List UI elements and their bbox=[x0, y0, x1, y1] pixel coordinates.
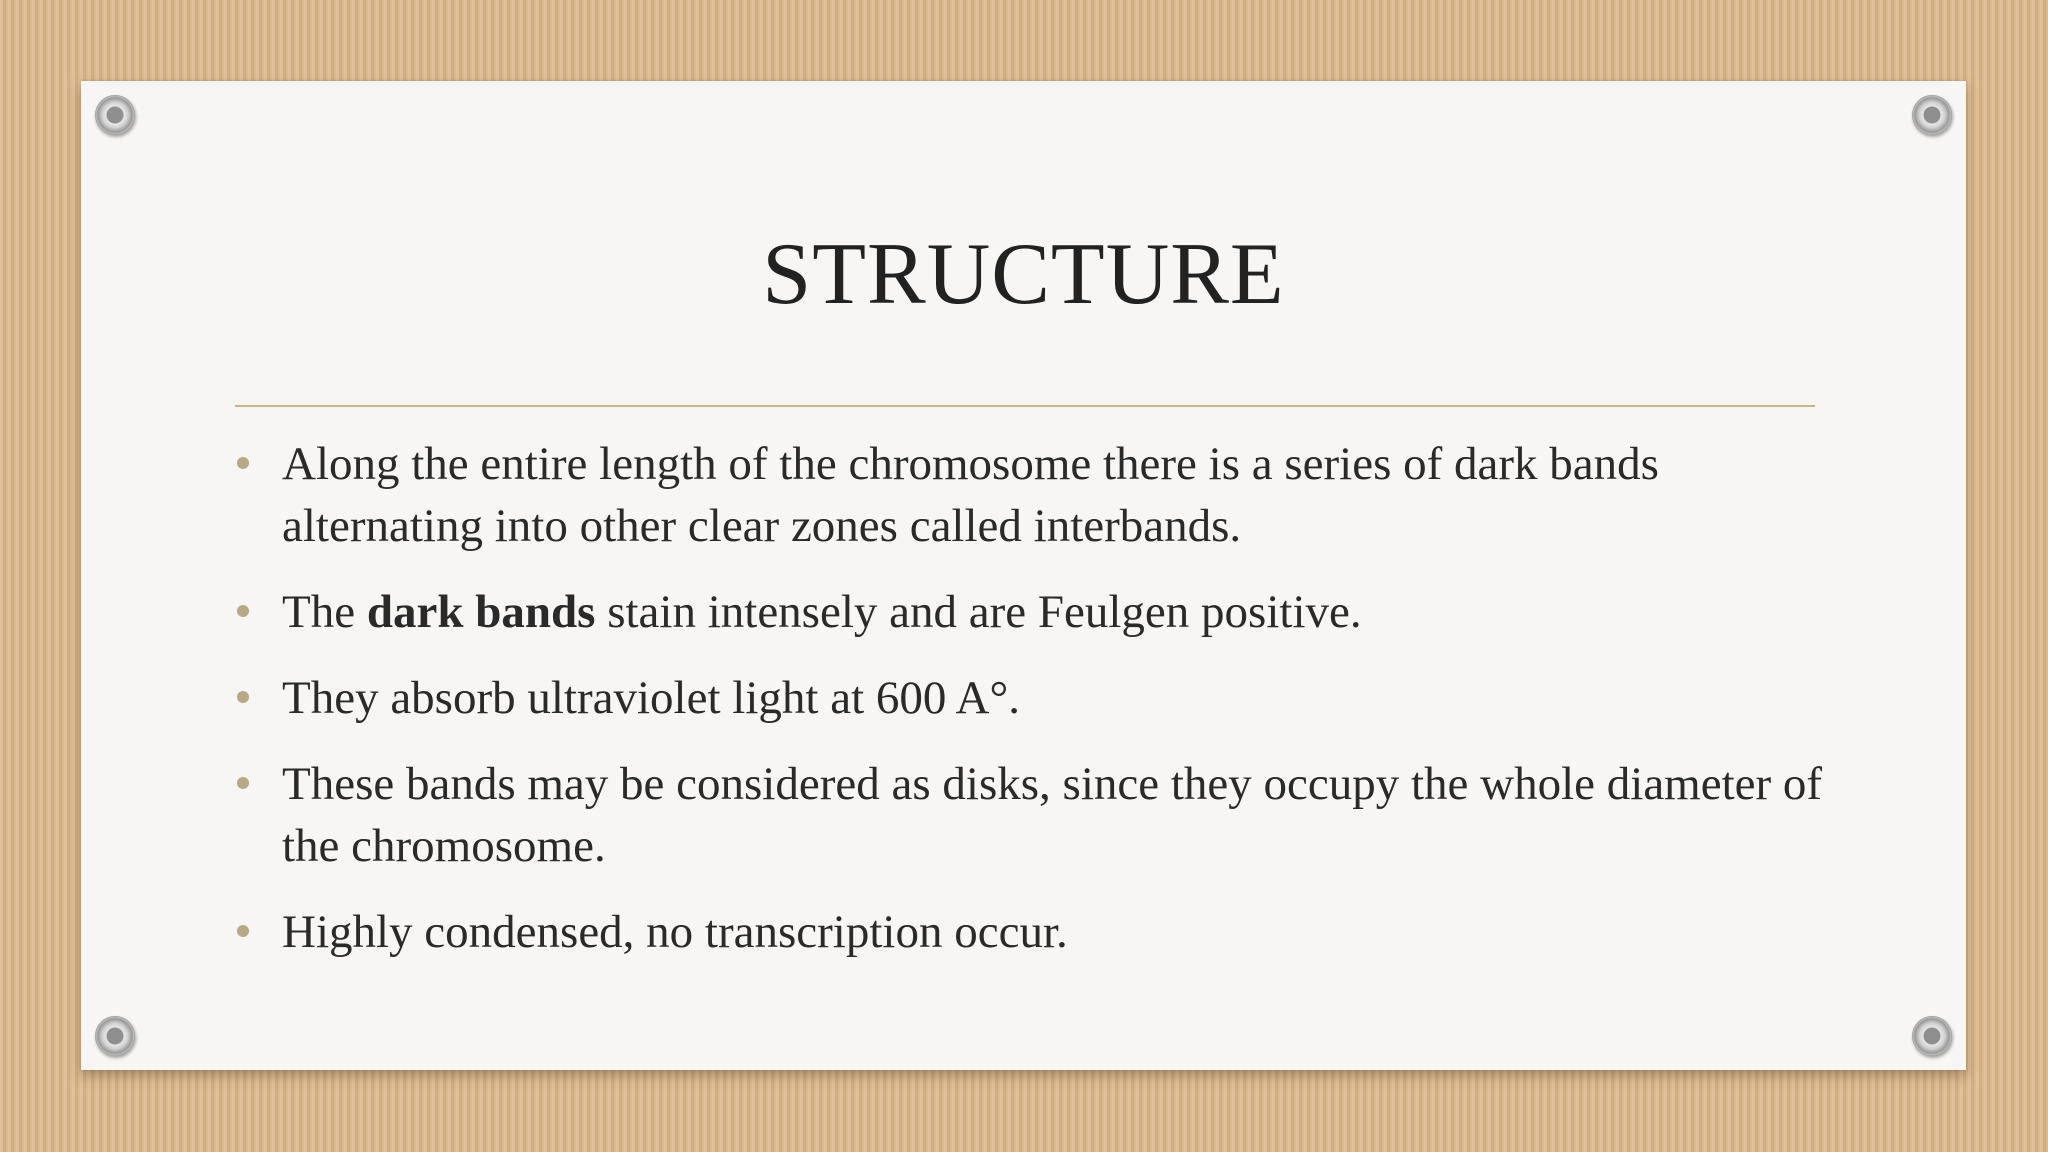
bullet-item bbox=[235, 433, 1835, 557]
bullet-item bbox=[235, 901, 1835, 963]
grommet-icon bbox=[1912, 95, 1952, 135]
slide-title: STRUCTURE bbox=[762, 226, 1285, 323]
bullet-dot-icon bbox=[237, 925, 249, 937]
bullet-dot-icon bbox=[237, 691, 249, 703]
grommet-icon bbox=[1912, 1016, 1952, 1056]
bullet-list bbox=[235, 433, 1835, 987]
bullet-dot-icon bbox=[237, 457, 249, 469]
bullet-dot-icon bbox=[237, 605, 249, 617]
grommet-icon bbox=[95, 1016, 135, 1056]
title-divider bbox=[235, 405, 1815, 407]
bullet-item bbox=[235, 581, 1835, 643]
bullet-text-after: stain intensely and are Feulgen positive. bbox=[595, 586, 1362, 638]
bullet-text: Along the entire length of the chromosome there is a series of dark bands alternating into other clear zones called interbands. bbox=[282, 438, 1659, 552]
bullet-text: These bands may be considered as disks, since they occupy the whole diameter of the chromosome. bbox=[282, 758, 1823, 872]
bullet-item bbox=[235, 753, 1835, 877]
bullet-item bbox=[235, 667, 1835, 729]
slide-board bbox=[81, 81, 1966, 1070]
bullet-text: The bbox=[282, 586, 367, 638]
grommet-icon bbox=[95, 95, 135, 135]
bullet-text: Highly condensed, no transcription occur. bbox=[282, 906, 1068, 958]
bullet-bold-text: dark bands bbox=[366, 586, 596, 638]
bullet-dot-icon bbox=[237, 777, 249, 789]
bullet-text: They absorb ultraviolet light at 600 A°. bbox=[282, 672, 1021, 724]
